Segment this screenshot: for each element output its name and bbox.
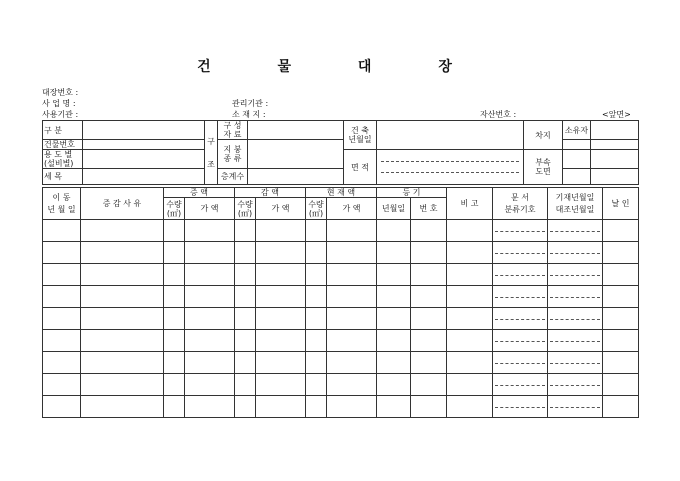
table-cell[interactable] [256, 374, 306, 396]
dashed-divider [495, 363, 545, 364]
table-cell[interactable] [81, 330, 164, 352]
table-cell[interactable] [603, 264, 639, 286]
structure-label-bottom: 조 [207, 159, 215, 169]
table-row [43, 352, 639, 374]
table-cell[interactable] [447, 242, 493, 264]
table-cell[interactable] [411, 396, 447, 418]
registry-header: 등 기 [377, 188, 447, 198]
table-cell[interactable] [43, 352, 81, 374]
remarks-header: 비 고 [447, 188, 493, 220]
attached-value-1[interactable] [563, 150, 591, 169]
table-row [43, 308, 639, 330]
table-cell[interactable] [256, 286, 306, 308]
dashed-divider [495, 231, 545, 232]
table-cell[interactable] [377, 396, 411, 418]
current-price-header: 가 액 [327, 198, 377, 220]
table-cell[interactable] [43, 396, 81, 418]
structure-label-top: 구 [207, 136, 215, 146]
table-row [43, 286, 639, 308]
building-info-table [42, 120, 639, 185]
front-side-mark: <앞면> [602, 110, 631, 119]
table-cell[interactable] [493, 308, 548, 330]
table-cell[interactable] [256, 352, 306, 374]
table-cell[interactable] [447, 330, 493, 352]
table-cell[interactable] [235, 286, 256, 308]
dashed-divider [550, 231, 600, 232]
table-cell[interactable] [493, 220, 548, 242]
decrease-qty-header: 수량 (㎡) [235, 198, 256, 220]
composition-label: 구 성 자 료 [218, 121, 248, 140]
table-cell[interactable] [447, 286, 493, 308]
table-cell[interactable] [603, 352, 639, 374]
detail-label: 세 목 [43, 169, 83, 185]
table-cell[interactable] [306, 242, 327, 264]
table-row [43, 374, 639, 396]
roof-label: 지 붕 종 류 [218, 140, 248, 169]
table-cell[interactable] [256, 308, 306, 330]
table-cell[interactable] [81, 396, 164, 418]
owner-label: 소유자 [563, 121, 591, 140]
table-cell[interactable] [327, 308, 377, 330]
table-cell[interactable] [306, 308, 327, 330]
table-row [43, 396, 639, 418]
table-cell[interactable] [377, 374, 411, 396]
dashed-divider [495, 341, 545, 342]
dashed-divider [550, 253, 600, 254]
table-cell[interactable] [81, 352, 164, 374]
table-cell[interactable] [235, 330, 256, 352]
table-cell[interactable] [43, 286, 81, 308]
table-cell[interactable] [493, 374, 548, 396]
table-cell[interactable] [185, 330, 235, 352]
dashed-divider [550, 319, 600, 320]
dashed-divider [495, 385, 545, 386]
dashed-divider [550, 407, 600, 408]
table-cell[interactable] [603, 374, 639, 396]
reason-header: 증 감 사 유 [81, 188, 164, 220]
table-cell[interactable] [603, 308, 639, 330]
table-cell[interactable] [256, 330, 306, 352]
table-cell[interactable] [185, 220, 235, 242]
attached-value-2[interactable] [591, 150, 639, 169]
change-date-header: 이 동 년 월 일 [43, 188, 81, 220]
table-cell[interactable] [548, 264, 603, 286]
table-cell[interactable] [185, 242, 235, 264]
table-cell[interactable] [447, 352, 493, 374]
table-cell[interactable] [411, 286, 447, 308]
current-header: 현 재 액 [306, 188, 377, 198]
table-cell[interactable] [235, 396, 256, 418]
table-cell[interactable] [447, 308, 493, 330]
table-row [43, 330, 639, 352]
registry-number-header: 번 호 [411, 198, 447, 220]
table-cell[interactable] [411, 220, 447, 242]
table-cell[interactable] [548, 330, 603, 352]
table-cell[interactable] [548, 374, 603, 396]
table-cell[interactable] [603, 286, 639, 308]
current-qty-header: 수량 (㎡) [306, 198, 327, 220]
floors-value[interactable] [248, 169, 344, 185]
table-cell[interactable] [377, 264, 411, 286]
dashed-divider [550, 341, 600, 342]
table-cell[interactable] [81, 242, 164, 264]
table-cell[interactable] [548, 242, 603, 264]
table-cell[interactable] [411, 330, 447, 352]
table-cell[interactable] [447, 396, 493, 418]
table-cell[interactable] [493, 242, 548, 264]
location-label: 소 재 지 : [232, 110, 266, 119]
table-cell[interactable] [603, 220, 639, 242]
table-cell[interactable] [447, 374, 493, 396]
table-cell[interactable] [327, 352, 377, 374]
table-cell[interactable] [235, 220, 256, 242]
table-cell[interactable] [327, 242, 377, 264]
table-cell[interactable] [185, 308, 235, 330]
table-cell[interactable] [306, 396, 327, 418]
table-cell[interactable] [493, 396, 548, 418]
table-cell[interactable] [256, 220, 306, 242]
table-cell[interactable] [43, 330, 81, 352]
table-cell[interactable] [411, 352, 447, 374]
composition-value[interactable] [248, 121, 344, 140]
table-cell[interactable] [493, 330, 548, 352]
table-cell[interactable] [235, 308, 256, 330]
attached-value-4[interactable] [591, 169, 639, 185]
dashed-divider [550, 297, 600, 298]
table-cell[interactable] [377, 308, 411, 330]
table-cell[interactable] [185, 352, 235, 374]
table-cell[interactable] [164, 374, 185, 396]
table-cell[interactable] [185, 286, 235, 308]
table-cell[interactable] [377, 352, 411, 374]
increase-price-header: 가 액 [185, 198, 235, 220]
table-cell[interactable] [164, 264, 185, 286]
table-cell[interactable] [603, 242, 639, 264]
detail-value[interactable] [83, 169, 205, 185]
table-cell[interactable] [164, 396, 185, 418]
table-cell[interactable] [185, 396, 235, 418]
table-cell[interactable] [411, 242, 447, 264]
table-cell[interactable] [377, 330, 411, 352]
land-label: 차지 [524, 121, 563, 150]
table-cell[interactable] [493, 352, 548, 374]
table-cell[interactable] [43, 308, 81, 330]
table-cell[interactable] [548, 352, 603, 374]
land-value-2[interactable] [591, 140, 639, 150]
table-cell[interactable] [548, 286, 603, 308]
decrease-header: 감 액 [235, 188, 306, 198]
built-date-label: 건 축 년월일 [344, 121, 377, 150]
table-cell[interactable] [164, 308, 185, 330]
table-cell[interactable] [235, 374, 256, 396]
page-title: 건 물 대 장 [197, 59, 483, 75]
usage-label: 용 도 별 (설비별) [43, 150, 83, 169]
attached-drawing-label: 부속 도면 [524, 150, 563, 185]
dashed-divider [495, 407, 545, 408]
table-cell[interactable] [164, 330, 185, 352]
dashed-divider [495, 297, 545, 298]
area-label: 면 적 [344, 150, 377, 185]
table-cell[interactable] [81, 264, 164, 286]
table-cell[interactable] [447, 264, 493, 286]
table-cell[interactable] [447, 220, 493, 242]
table-cell[interactable] [603, 396, 639, 418]
table-cell[interactable] [164, 286, 185, 308]
managing-agency-label: 관리기관 : [232, 99, 269, 108]
table-cell[interactable] [185, 374, 235, 396]
decrease-price-header: 가 액 [256, 198, 306, 220]
table-cell[interactable] [81, 220, 164, 242]
table-cell[interactable] [43, 264, 81, 286]
increase-header: 증 액 [164, 188, 235, 198]
structure-label [205, 121, 218, 185]
table-cell[interactable] [327, 374, 377, 396]
document-class-header: 문 서 분류기호 [493, 188, 548, 220]
table-cell[interactable] [377, 286, 411, 308]
table-cell[interactable] [548, 220, 603, 242]
table-cell[interactable] [43, 220, 81, 242]
table-cell[interactable] [493, 286, 548, 308]
building-number-label: 건물번호 [43, 140, 83, 150]
dashed-divider [495, 275, 545, 276]
increase-qty-header: 수량 (㎡) [164, 198, 185, 220]
table-cell[interactable] [327, 286, 377, 308]
table-cell[interactable] [327, 220, 377, 242]
table-cell[interactable] [256, 264, 306, 286]
table-cell[interactable] [256, 242, 306, 264]
usage-value[interactable] [83, 150, 205, 169]
dashed-divider [550, 275, 600, 276]
table-cell[interactable] [185, 264, 235, 286]
table-cell[interactable] [306, 286, 327, 308]
table-cell[interactable] [411, 264, 447, 286]
dashed-divider [495, 319, 545, 320]
seal-header: 날 인 [603, 188, 639, 220]
built-date-value[interactable] [377, 121, 524, 150]
area-value[interactable] [377, 150, 524, 185]
table-cell[interactable] [493, 264, 548, 286]
asset-number-label: 자산번호 : [480, 110, 517, 119]
change-ledger-table [42, 187, 639, 418]
table-row [43, 220, 639, 242]
category-value[interactable] [83, 121, 205, 140]
table-cell[interactable] [327, 264, 377, 286]
table-cell[interactable] [327, 330, 377, 352]
table-cell[interactable] [43, 374, 81, 396]
table-cell[interactable] [377, 220, 411, 242]
table-cell[interactable] [256, 396, 306, 418]
table-cell[interactable] [548, 396, 603, 418]
dashed-divider [495, 253, 545, 254]
table-row [43, 242, 639, 264]
table-cell[interactable] [603, 330, 639, 352]
floors-label: 층계수 [218, 169, 248, 185]
table-cell[interactable] [327, 396, 377, 418]
table-cell[interactable] [548, 308, 603, 330]
land-value-1[interactable] [563, 140, 591, 150]
dashed-divider [550, 385, 600, 386]
ledger-number-label: 대장번호 : [42, 88, 79, 97]
table-cell[interactable] [164, 242, 185, 264]
roof-value[interactable] [248, 140, 344, 169]
table-cell[interactable] [235, 242, 256, 264]
table-cell[interactable] [411, 308, 447, 330]
table-cell[interactable] [164, 220, 185, 242]
table-cell[interactable] [377, 242, 411, 264]
dashed-divider [550, 363, 600, 364]
table-cell[interactable] [306, 374, 327, 396]
business-name-label: 사 업 명 : [42, 99, 76, 108]
table-cell[interactable] [164, 352, 185, 374]
attached-value-3[interactable] [563, 169, 591, 185]
table-cell[interactable] [411, 374, 447, 396]
table-cell[interactable] [81, 374, 164, 396]
table-cell[interactable] [306, 352, 327, 374]
table-cell[interactable] [81, 286, 164, 308]
table-cell[interactable] [306, 220, 327, 242]
table-cell[interactable] [306, 330, 327, 352]
category-label: 구 분 [43, 121, 83, 140]
building-number-value[interactable] [83, 140, 205, 150]
owner-value[interactable] [591, 121, 639, 140]
table-row [43, 264, 639, 286]
table-cell[interactable] [235, 264, 256, 286]
table-cell[interactable] [235, 352, 256, 374]
registry-date-header: 년월일 [377, 198, 411, 220]
table-cell[interactable] [81, 308, 164, 330]
table-cell[interactable] [306, 264, 327, 286]
using-agency-label: 사용기관 : [42, 110, 79, 119]
table-cell[interactable] [43, 242, 81, 264]
record-date-header: 기재년월일 대조년월일 [548, 188, 603, 220]
